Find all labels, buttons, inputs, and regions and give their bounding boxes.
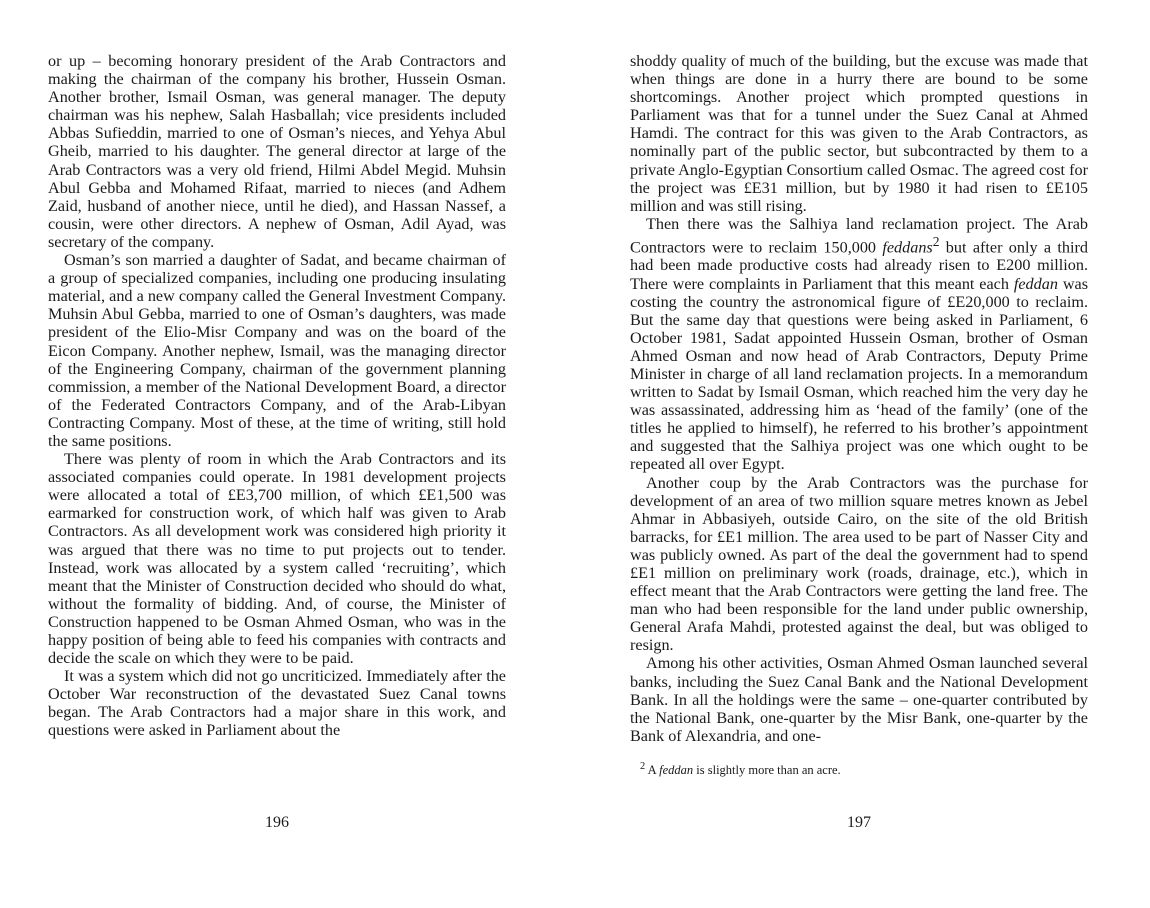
footnote bbox=[640, 759, 1088, 778]
paragraph bbox=[630, 215, 1088, 474]
text-run: but after only a third had been made productive costs had already risen to E200 million. There were complaints in Parliament that this meant each bbox=[630, 238, 1088, 293]
footnote-marker: 2 bbox=[640, 760, 646, 772]
left-page bbox=[48, 52, 506, 740]
italic-term: feddan bbox=[659, 763, 694, 778]
paragraph: or up – becoming honorary president of the Arab Contractors and making the chairman of the company his brother, Hussein Osman. Another brother, Ismail Osman, was general manager. The deputy chairman was his nephew, Salah Hasballah; vice presidents included Abbas Sufieddin, married to one of Osman’s nieces, and Yehya Abul Gheib, married to his daughter. The general director at large of the Arab Contractors was a very old friend, Hilmi Abdel Megid. Muhsin Abul Gebba and Mohamed Rifaat, married to nieces (and Adhem Zaid, husband of another niece, until he died), and Hassan Nassef, a cousin, were other directors. A nephew of Osman, Adil Ayad, was secretary of the company. bbox=[48, 52, 506, 251]
text-run: A bbox=[645, 763, 660, 778]
paragraph: Another coup by the Arab Contractors was the purchase for development of an area of two million square metres known as Jebel Ahmar in Abbasiyeh, outside Cairo, on the site of the old British barracks, for £E1 million. The area used to be part of Nasser City and was publicly owned. As part of the deal the government had to spend £E1 million on preliminary work (roads, drainage, etc.), which in effect meant that the Arab Contractors were getting the land free. The man who had been responsible for the land under public ownership, General Arafa Mahdi, protested against the deal, but was obliged to resign. bbox=[630, 473, 1088, 655]
page-number-left: 196 bbox=[265, 814, 289, 831]
paragraph: shoddy quality of much of the building, but the excuse was made that when things are done in a hurry there are bound to be some shortcomings. Another project which prompted questions in Parliament was that for a tunnel under the Suez Canal at Ahmed Hamdi. The contract for this was given to the Arab Contractors, as nominally part of the public sector, but subcontracted by them to a private Anglo-Egyptian Consortium called Osmac. The agreed cost for the project was £E31 million, but by 1980 it had risen to £E105 million and was still rising. bbox=[630, 52, 1088, 215]
italic-term: feddans bbox=[882, 238, 933, 257]
paragraph: Among his other activities, Osman Ahmed Osman launched several banks, including the Suez Canal Bank and the National Development Bank. In all the holdings were the same – one-quarter contributed by the National Bank, one-quarter by the Misr Bank, one-quarter by the Bank of Alexandria, and one- bbox=[630, 654, 1088, 745]
paragraph: It was a system which did not go uncriticized. Immediately after the October War reconstruction of the devastated Suez Canal towns began. The Arab Contractors had a major share in this work, and questions were asked in Parliament about the bbox=[48, 667, 506, 740]
text-run: was costing the country the astronomical figure of £E20,000 to reclaim. But the same day that questions were being asked in Parliament, 6 October 1981, Sadat appointed Hussein Osman, brother of Osman Ahmed Osman and now head of Arab Contractors, Deputy Prime Minister in charge of all land reclamation projects. In a memorandum written to Sadat by Ismail Osman, which reached him the very day he was assassinated, addressing him as ‘head of the family’ (one of the titles he applied to himself), he referred to his brother’s appointment and suggested that the Salhiya project was one which ought to be repeated all over Egypt. bbox=[630, 274, 1088, 474]
footnote-ref: 2 bbox=[932, 233, 940, 249]
paragraph: There was plenty of room in which the Arab Contractors and its associated companies could operate. In 1981 development projects were allocated a total of £E3,700 million, of which £E1,500 was earmarked for construction work, of which half was given to Arab Contractors. As all development work was considered high priority it was argued that there was no time to put projects out to tender. Instead, work was allocated by a system called ‘recruiting’, which meant that the Minister of Construction decided who should do what, without the formality of bidding. And, of course, the Minister of Construction happened to be Osman Ahmed Osman, who was in the happy position of being able to feed his companies with contracts and decide the scale on which they were to be paid. bbox=[48, 450, 506, 668]
right-page bbox=[630, 52, 1088, 778]
text-run: Then there was the Salhiya land reclamation project. The Arab Contractors were to reclaim 150,000 bbox=[630, 214, 1088, 257]
italic-term: feddan bbox=[1013, 274, 1058, 293]
text-run: is slightly more than an acre. bbox=[693, 763, 841, 778]
paragraph: Osman’s son married a daughter of Sadat, and became chairman of a group of specialized companies, including one producing insulating material, and a new company called the General Investment Company. Muhsin Abul Gebba, married to one of Osman’s daughters, was made president of the Elio-Misr Company and was on the board of the Eicon Company. Another nephew, Ismail, was the managing director of the Engineering Company, chairman of the government planning commission, a member of the National Development Board, a director of the Federated Contractors Company, and of the Arab-Libyan Contracting Company. Most of these, at the time of writing, still hold the same positions. bbox=[48, 251, 506, 450]
page-number-right: 197 bbox=[847, 814, 871, 831]
